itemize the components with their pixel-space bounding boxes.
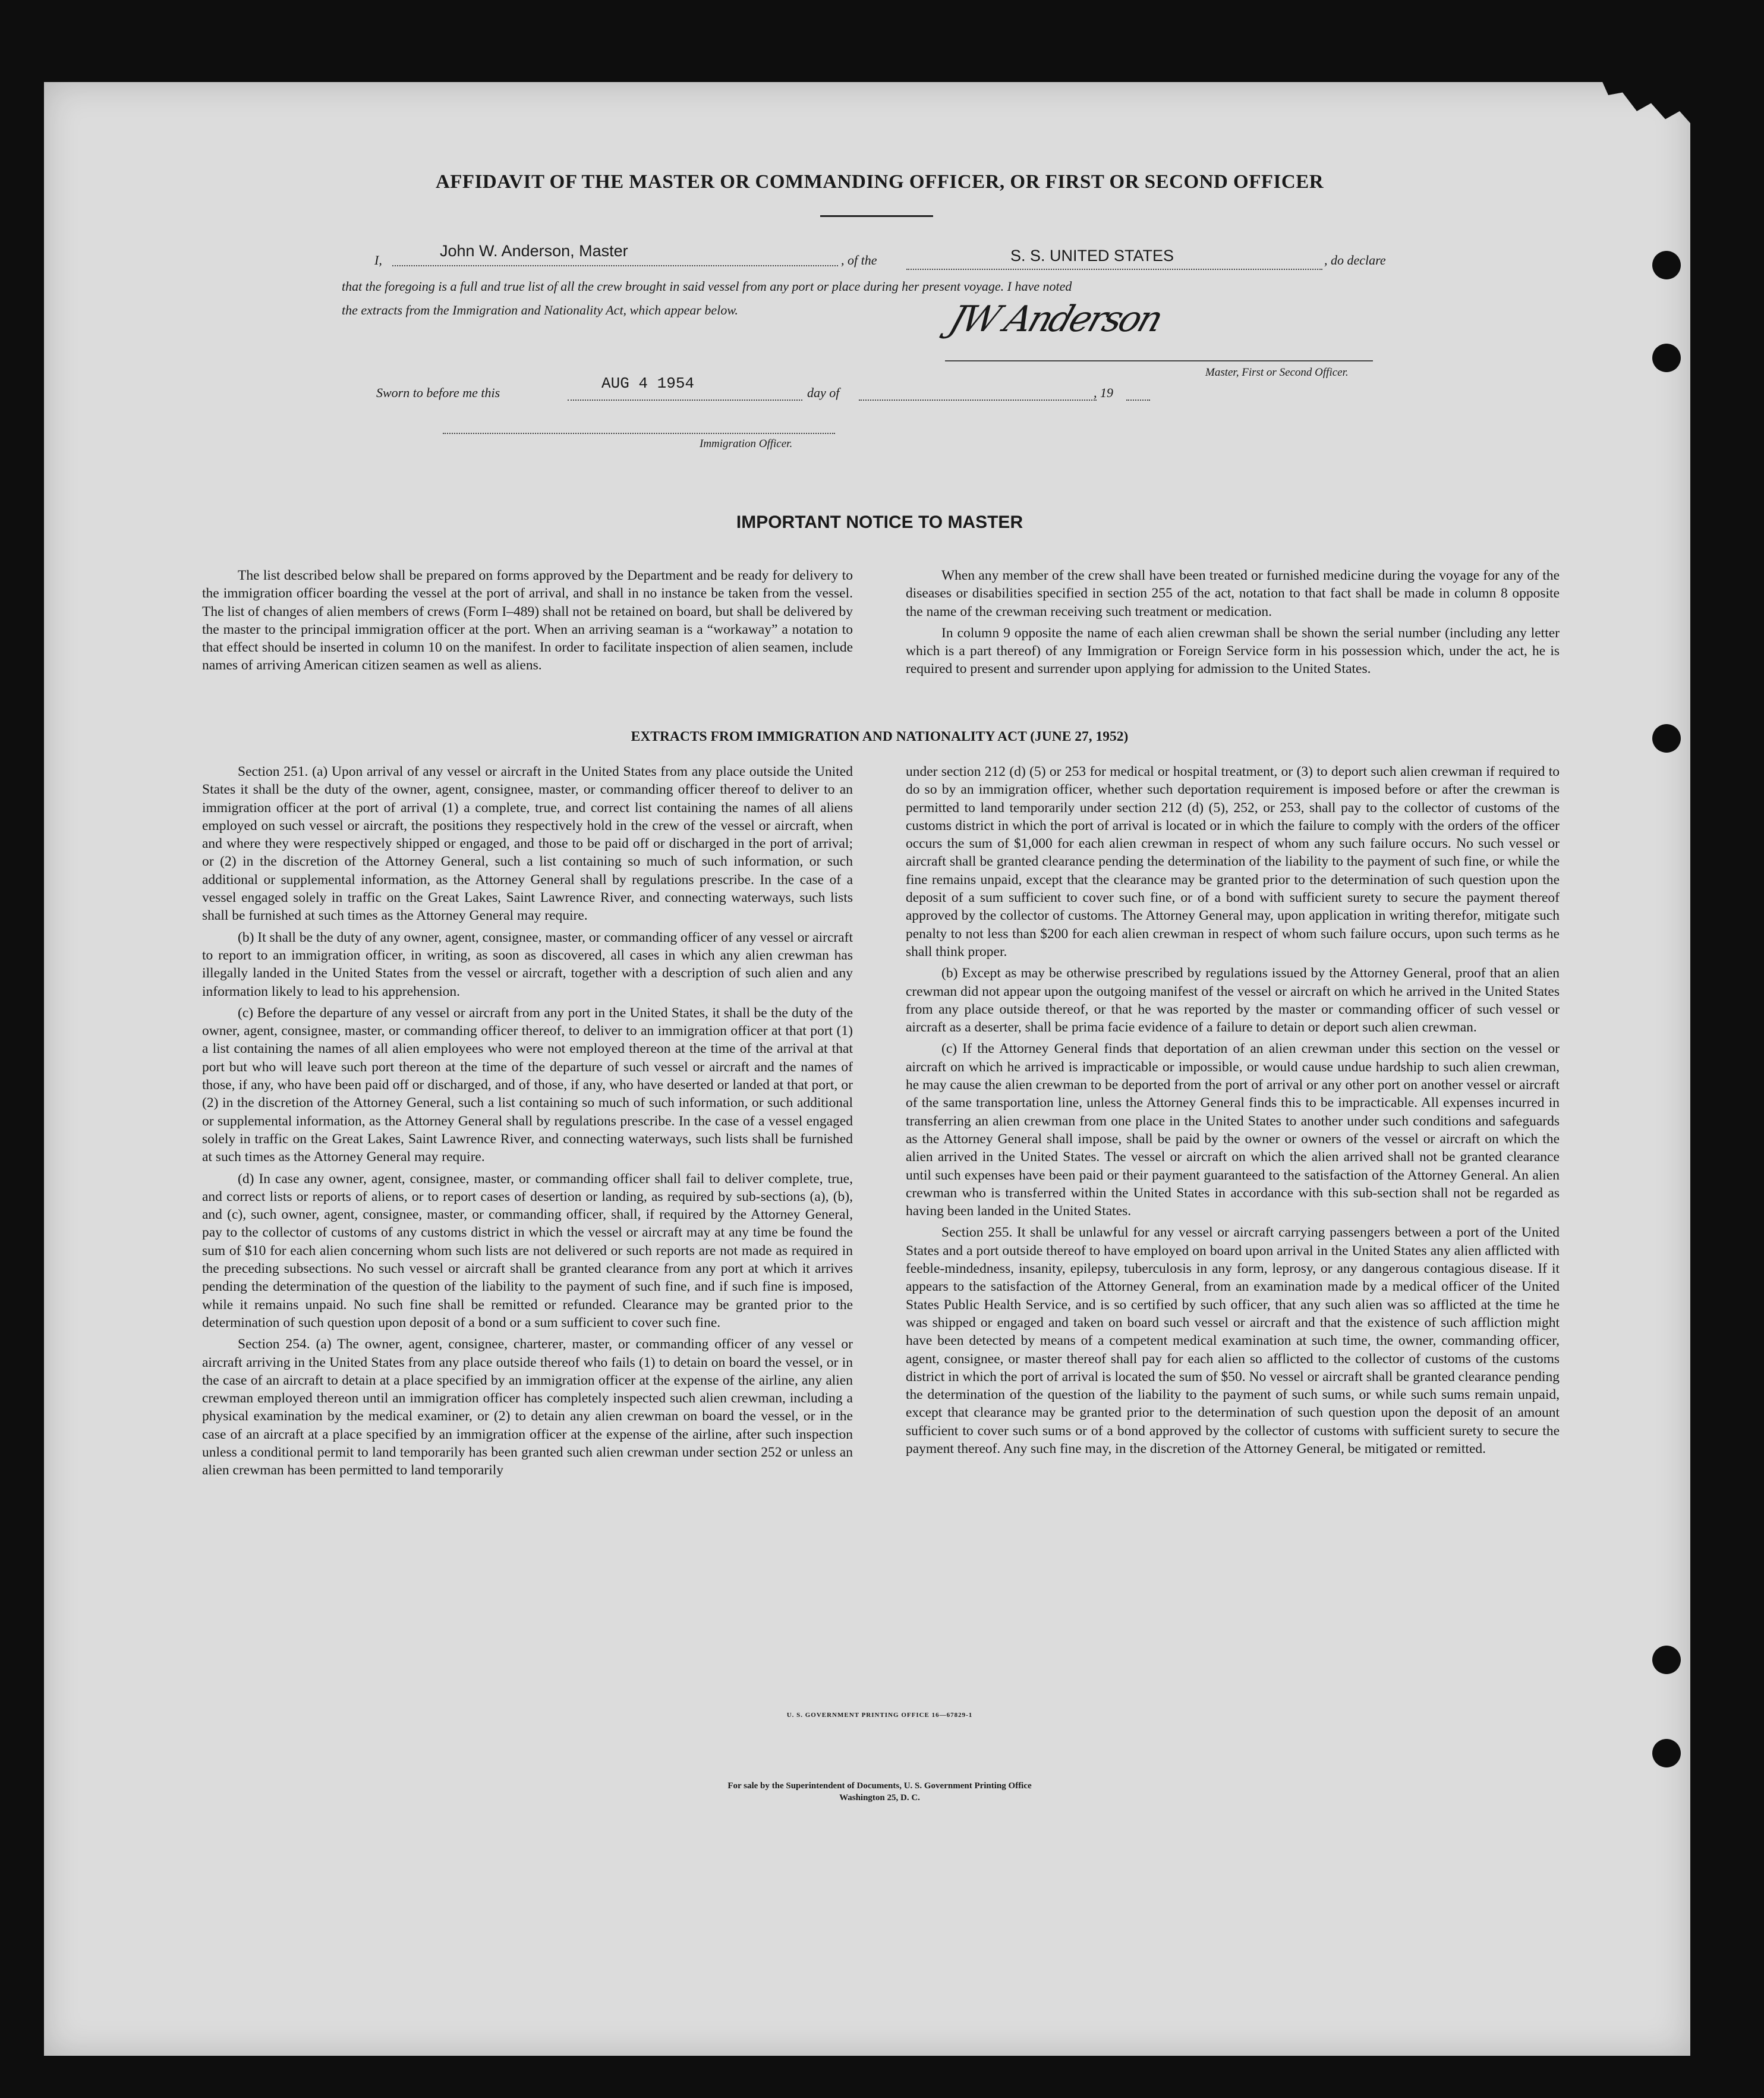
master-signature: JW Anderson [944,298,1167,340]
notice-paragraph: When any member of the crew shall have been treated or furnished medicine during the voyage for any of the diseases or disabilities specified in section 255 of the act, notation to that fact shall be made in column 8 opposite the name of the crewman receiving such treatment or medication. [906,568,1560,619]
statement-line-2: the extracts from the Immigration and Nationality Act, which appear below. [342,303,738,317]
punch-hole [1652,251,1681,279]
sale-line-1: For sale by the Superintendent of Documents, U. S. Government Printing Office [727,1781,1032,1791]
year-underline [1126,400,1150,401]
extracts-right-column [906,763,1560,1461]
i-label: I, [374,253,382,268]
affidavit-title: AFFIDAVIT OF THE MASTER OR COMMANDING OFFICER, OR FIRST OR SECOND OFFICER [435,171,1324,193]
of-the-label: , of the [841,253,877,268]
officer-caption: Immigration Officer. [700,438,793,450]
notice-right-column [906,567,1560,682]
act-paragraph: Section 255. It shall be unlawful for any vessel or aircraft carrying passengers between a port of the United States and a port outside thereof to have employed on board upon arrival in the United States any alien afflicted with feeble-mindedness, insanity, epilepsy, tuberculosis in any form, leprosy, or any dangerous contagious disease. If it appears to the satisfaction of the Attorney General, from an examination made by a medical officer of the United States Public Health Service, and is so certified by such officer, that any such alien was so afflicted at the time he was shipped or engaged and taken on board such vessel or aircraft and that the existence of such affliction might have been detected by means of a competent medical examination at such time, the owner, commanding officer, agent, consignee, or master thereof shall pay for each alien so afflicted to the collector of customs of the customs district in which the port of arrival is located the sum of $50. No vessel or aircraft shall be granted clearance pending the determination of the question of the liability to the payment of such sums, or while such sums remain unpaid, except that clearance may be granted prior to the determination of such question upon the deposit of an amount sufficient to cover such sums or of a bond approved by the collector of customs with sufficient surety to secure the payment thereof. Any such fine may, in the discretion of the Attorney General, be mitigated or remitted. [906,1225,1560,1457]
punch-hole [1652,724,1681,753]
sworn-label: Sworn to before me this [376,385,500,400]
signature-caption: Master, First or Second Officer. [1205,366,1349,379]
sworn-date-stamp[interactable]: AUG 4 1954 [601,375,695,392]
master-name-field[interactable]: John W. Anderson, Master [440,242,628,260]
title-rule [820,215,933,217]
gpo-imprint: U. S. GOVERNMENT PRINTING OFFICE 16—67829-1 [786,1712,973,1719]
notice-left-column [202,567,853,678]
act-paragraph: under section 212 (d) (5) or 253 for medical or hospital treatment, or (3) to deport such alien crewman if required to do so by an immigration officer, whether such deportation requirement is imposed before or after the crewman is permitted to land temporarily under section 212 (d) (5), 252, or 253, shall pay to the collector of customs of the customs district in which the port of arrival is located or in which the failure to comply with the orders of the officer occurs the sum of $1,000 for each alien crewman in respect of whom any such failure occurs. No such vessel or aircraft shall be granted clearance pending the determination of the liability to the payment of such fine, or while the fine remains unpaid, except that the clearance may be granted prior to the determination of such question upon the deposit of a sum sufficient to cover such fine, or of a bond with sufficient surety to secure the payment thereof approved by the collector of customs. The Attorney General may, upon application in writing therefor, mitigate such penalty to not less than $200 for each alien crewman in respect of whom such failure occurs, upon such terms as he shall think proper. [906,764,1560,960]
punch-hole [1652,344,1681,372]
year-label: , 19 [1094,385,1113,400]
act-paragraph: (d) In case any owner, agent, consignee, master, or commanding officer shall fail to deliver complete, true, and correct lists or reports of aliens, or to report cases of desertion or landing, as required by sub-sections (a), (b), and (c), such owner, agent, consignee, master, or commanding officer, shall, if required by the Attorney General, pay to the collector of customs of any customs district in which the vessel or aircraft may at any time be found the sum of $10 for each alien concerning whom such lists are not delivered or such reports are not made as required in the preceding subsections. No such vessel or aircraft shall be granted clearance from any port at which it arrives pending the determination of the question of the liability to the payment of such fine, and if such fine is imposed, while it remains unpaid. No such fine shall be remitted or refunded. Clearance may be granted prior to the determination of such question upon deposit of a bond or a sum sufficient to cover such fine. [202,1171,853,1330]
do-declare-label: , do declare [1324,253,1386,268]
act-paragraph: Section 254. (a) The owner, agent, consignee, charterer, master, or commanding officer of any vessel or aircraft arriving in the United States from any place outside thereof who fails (1) to detain on board the vessel, or in the case of an aircraft to detain at a place specified by an immigration officer at the expense of the airline, any alien crewman employed thereon until an immigration officer has completely inspected such alien crewman, including a physical examination by the medical examiner, or (2) to detain any alien crewman on board the vessel, or in the case of an aircraft at a place specified by an immigration officer at the expense of the airline, after such inspection unless a conditional permit to land temporarily has been granted such alien crewman under section 252 or unless an alien crewman has been permitted to land temporarily [202,1336,853,1479]
act-paragraph: (b) It shall be the duty of any owner, agent, consignee, master, or commanding officer of any vessel or aircraft to report to an immigration officer, in writing, as soon as discovered, all cases in which any alien crewman has illegally landed in the United States from the vessel or aircraft, together with a description of such alien and any information likely to lead to his apprehension. [202,929,853,999]
master-name-underline [392,265,838,266]
punch-hole [1652,1646,1681,1674]
sale-line-2: Washington 25, D. C. [839,1793,920,1803]
extracts-left-column [202,763,853,1483]
signature-line [945,360,1373,361]
punch-hole [1652,1739,1681,1767]
notice-paragraph: In column 9 opposite the name of each alien crewman shall be shown the serial number (including any letter which is a part thereof) of any Immigration or Foreign Service form in his possession which, under the act, he is required to present and surrender upon applying for admission to the United States. [906,625,1560,677]
notice-title: IMPORTANT NOTICE TO MASTER [736,512,1023,532]
vessel-name-underline [906,269,1322,270]
act-paragraph: (b) Except as may be otherwise prescribed by regulations issued by the Attorney General, proof that an alien crewman did not appear upon the outgoing manifest of the vessel or aircraft on which he arrived in the United States from any place outside thereof, or that he was reported by the master or commanding officer of such vessel or aircraft as a deserter, shall be prima facie evidence of a failure to detain or deport such alien crewman. [906,965,1560,1036]
act-paragraph: (c) If the Attorney General finds that deportation of an alien crewman under this section on the vessel or aircraft on which he arrived is impracticable or impossible, or would cause undue hardship to such alien crewman, he may cause the alien crewman to be deported from the port of arrival or any other port on another vessel or aircraft of the same transportation line, unless the Attorney General finds this to be impracticable. All expenses incurred in transferring an alien crewman from one place in the United States to another under such conditions and safeguards as the Attorney General shall impose, shall be paid by the owner or owners of the vessel or aircraft on which the alien arrived in the United States. The vessel or aircraft on which the alien arrived shall not be granted clearance until such expenses have been paid or their payment guaranteed to the satisfaction of the Attorney General. An alien crewman who is transferred within the United States in accordance with this sub-section shall not be regarded as having been landed in the United States. [906,1041,1560,1219]
month-underline [859,400,1097,401]
day-of-label: day of [807,385,840,400]
notice-paragraph: The list described below shall be prepared on forms approved by the Department and be ready for delivery to the immigration officer boarding the vessel at the port of arrival, and shall in no instance be taken from the vessel. The list of changes of alien members of crews (Form I–489) shall not be retained on board, but shall be delivered by the master to the principal immigration officer at the port. When an arriving seaman is a “workaway” a notation to that effect should be inserted in column 10 on the manifest. In order to facilitate inspection of alien seamen, include names of arriving American citizen seamen as well as aliens. [202,568,853,674]
extracts-title: EXTRACTS FROM IMMIGRATION AND NATIONALITY ACT (JUNE 27, 1952) [631,729,1129,744]
act-paragraph: Section 251. (a) Upon arrival of any vessel or aircraft in the United States from any place outside the United States it shall be the duty of the owner, agent, consignee, master, or commanding officer thereof to deliver to an immigration officer at the port of arrival (1) a complete, true, and correct list containing the names of all aliens employed on such vessel or aircraft, the positions they respectively hold in the crew of the vessel or aircraft, when and where they were respectively shipped or engaged, and those to be paid off or discharged in the port of arrival; or (2) in the discretion of the Attorney General, such a list containing so much of such information, or such additional or supplemental information, as the Attorney General shall by regulations prescribe. In the case of a vessel engaged solely in traffic on the Great Lakes, Saint Lawrence River, and connecting waterways, such lists shall be furnished at such times as the Attorney General may require. [202,764,853,924]
sale-notice [535,1780,1224,1804]
act-paragraph: (c) Before the departure of any vessel or aircraft from any port in the United States, it shall be the duty of the owner, agent, consignee, master, or commanding officer thereof, to deliver to an immigration officer at that port (1) a list containing the names of all alien employees who were not employed thereon at the time of the arrival at that port but who will leave such port thereon at the time of the departure of such vessel or aircraft and the names of those, if any, who have been paid off or discharged, and of those, if any, who have deserted or landed at that port, or (2) in the discretion of the Attorney General, such a list containing so much of such information, or such additional or supplemental information, as the Attorney General shall by regulations prescribe. In the case of a vessel engaged solely in traffic on the Great Lakes, Saint Lawrence River, and connecting waterways, such lists shall be furnished at such times as the Attorney General may require. [202,1005,853,1165]
vessel-name-field[interactable]: S. S. UNITED STATES [1010,247,1174,265]
officer-signature-line [443,433,835,434]
sworn-date-underline [568,400,802,401]
statement-line-1: that the foregoing is a full and true list of all the crew brought in said vessel from any port or place during her present voyage. I have noted [342,279,1072,294]
